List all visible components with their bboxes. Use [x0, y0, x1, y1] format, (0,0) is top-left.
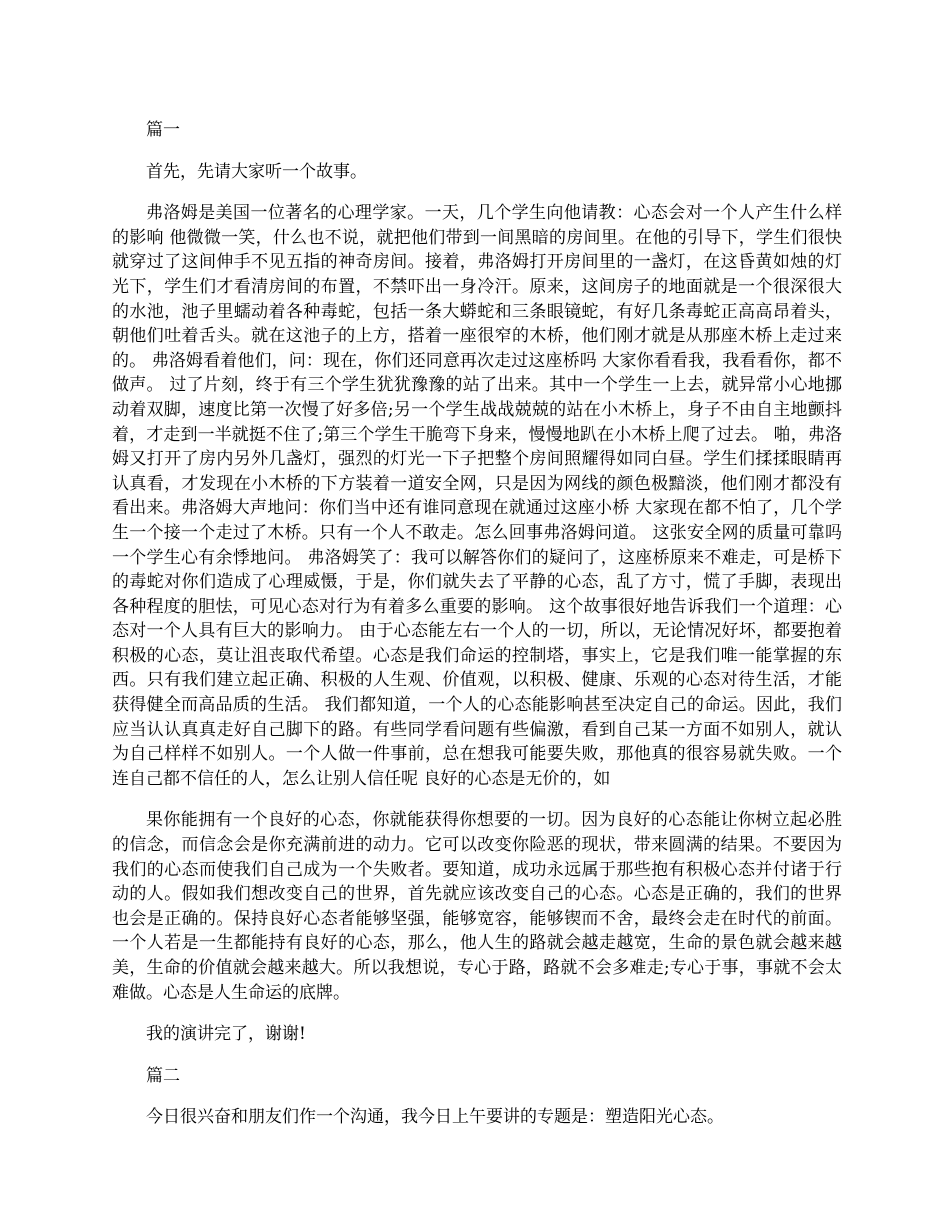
document-page	[112, 118, 842, 1147]
section-2-intro-paragraph: 今日很兴奋和朋友们作一个沟通，我今日上午要讲的专题是：塑造阳光心态。	[146, 1107, 724, 1128]
intro-paragraph: 首先，先请大家听一个故事。	[146, 161, 367, 182]
conclusion-paragraph: 果你能拥有一个良好的心态，你就能获得你想要的一切。因为良好的心态能让你树立起必胜的信念，而信念会是你充满前进的动力。它可以改变你险恶的现状，带来圆满的结果。不要因为我们的心态而使我们自己成为一个失败者。要知道，成功永远属于那些抱有积极心态并付诸于行动的人。假如我们想改变自己的世界，首先就应该改变自己的心态。心态是正确的，我们的世界也会是正确的。保持良好心态者能够坚强，能够宽容，能够锲而不舍，最终会走在时代的前面。一个人若是一生都能持有良好的心态，那么，他人生的路就会越走越宽，生命的景色就会越来越美，生命的价值就会越来越大。所以我想说，专心于路，路就不会多难走;专心于事，事就不会太难做。心态是人生命运的底牌。	[112, 810, 842, 1003]
section-heading-2: 篇二	[146, 1065, 180, 1086]
section-heading-1: 篇一	[146, 120, 180, 140]
closing-paragraph: 我的演讲完了，谢谢!	[146, 1024, 306, 1045]
story-paragraph: 弗洛姆是美国一位著名的心理学家。一天，几个学生向他请教：心态会对一个人产生什么样的影响 他微微一笑，什么也不说，就把他们带到一间黑暗的房间里。在他的引导下，学生们很快就穿过了这间伸手不见五指的神奇房间。接着，弗洛姆打开房间里的一盏灯，在这昏黄如烛的灯光下，学生们才看清房间的布置，不禁吓出一身冷汗。原来，这间房子的地面就是一个很深很大的水池，池子里蠕动着各种毒蛇，包括一条大蟒蛇和三条眼镜蛇，有好几条毒蛇正高高昂着头，朝他们吐着舌头。就在这池子的上方，搭着一座很窄的木桥，他们刚才就是从那座木桥上走过来的。 弗洛姆看着他们，问：现在，你们还同意再次走过这座桥吗 大家你看看我，我看看你，都不做声。 过了片刻，终于有三个学生犹犹豫豫的站了出来。其中一个学生一上去，就异常小心地挪动着双脚，速度比第一次慢了好多倍;另一个学生战战兢兢的站在小木桥上，身子不由自主地颤抖着，才走到一半就挺不住了;第三个学生干脆弯下身来，慢慢地趴在小木桥上爬了过去。 啪，弗洛姆又打开了房内另外几盏灯，强烈的灯光一下子把整个房间照耀得如同白昼。学生们揉揉眼睛再认真看，才发现在小木桥的下方装着一道安全网，只是因为网线的颜色极黯淡，他们刚才都没有看出来。弗洛姆大声地问：你们当中还有谁同意现在就通过这座小桥 大家现在都不怕了，几个学生一个接一个走过了木桥。只有一个人不敢走。怎么回事弗洛姆问道。 这张安全网的质量可靠吗一个学生心有余悸地问。 弗洛姆笑了：我可以解答你们的疑问了，这座桥原来不难走，可是桥下的毒蛇对你们造成了心理威慑，于是，你们就失去了平静的心态，乱了方寸，慌了手脚，表现出各种程度的胆怯，可见心态对行为有着多么重要的影响。 这个故事很好地告诉我们一个道理：心态对一个人具有巨大的影响力。 由于心态能左右一个人的一切，所以，无论情况好坏，都要抱着积极的心态，莫让沮丧取代希望。心态是我们命运的控制塔，事实上，它是我们唯一能掌握的东西。只有我们建立起正确、积极的人生观、价值观，以积极、健康、乐观的心态对待生活，才能获得健全而高品质的生活。 我们都知道，一个人的心态能影响甚至决定自己的命运。因此，我们应当认认真真走好自己脚下的路。有些同学看问题有些偏激，看到自己某一方面不如别人，就认为自己样样不如别人。一个人做一件事前，总在想我可能要失败，那他真的很容易就失败。一个连自己都不信任的人，怎么让别人信任呢 良好的心态是无价的，如	[112, 203, 842, 789]
